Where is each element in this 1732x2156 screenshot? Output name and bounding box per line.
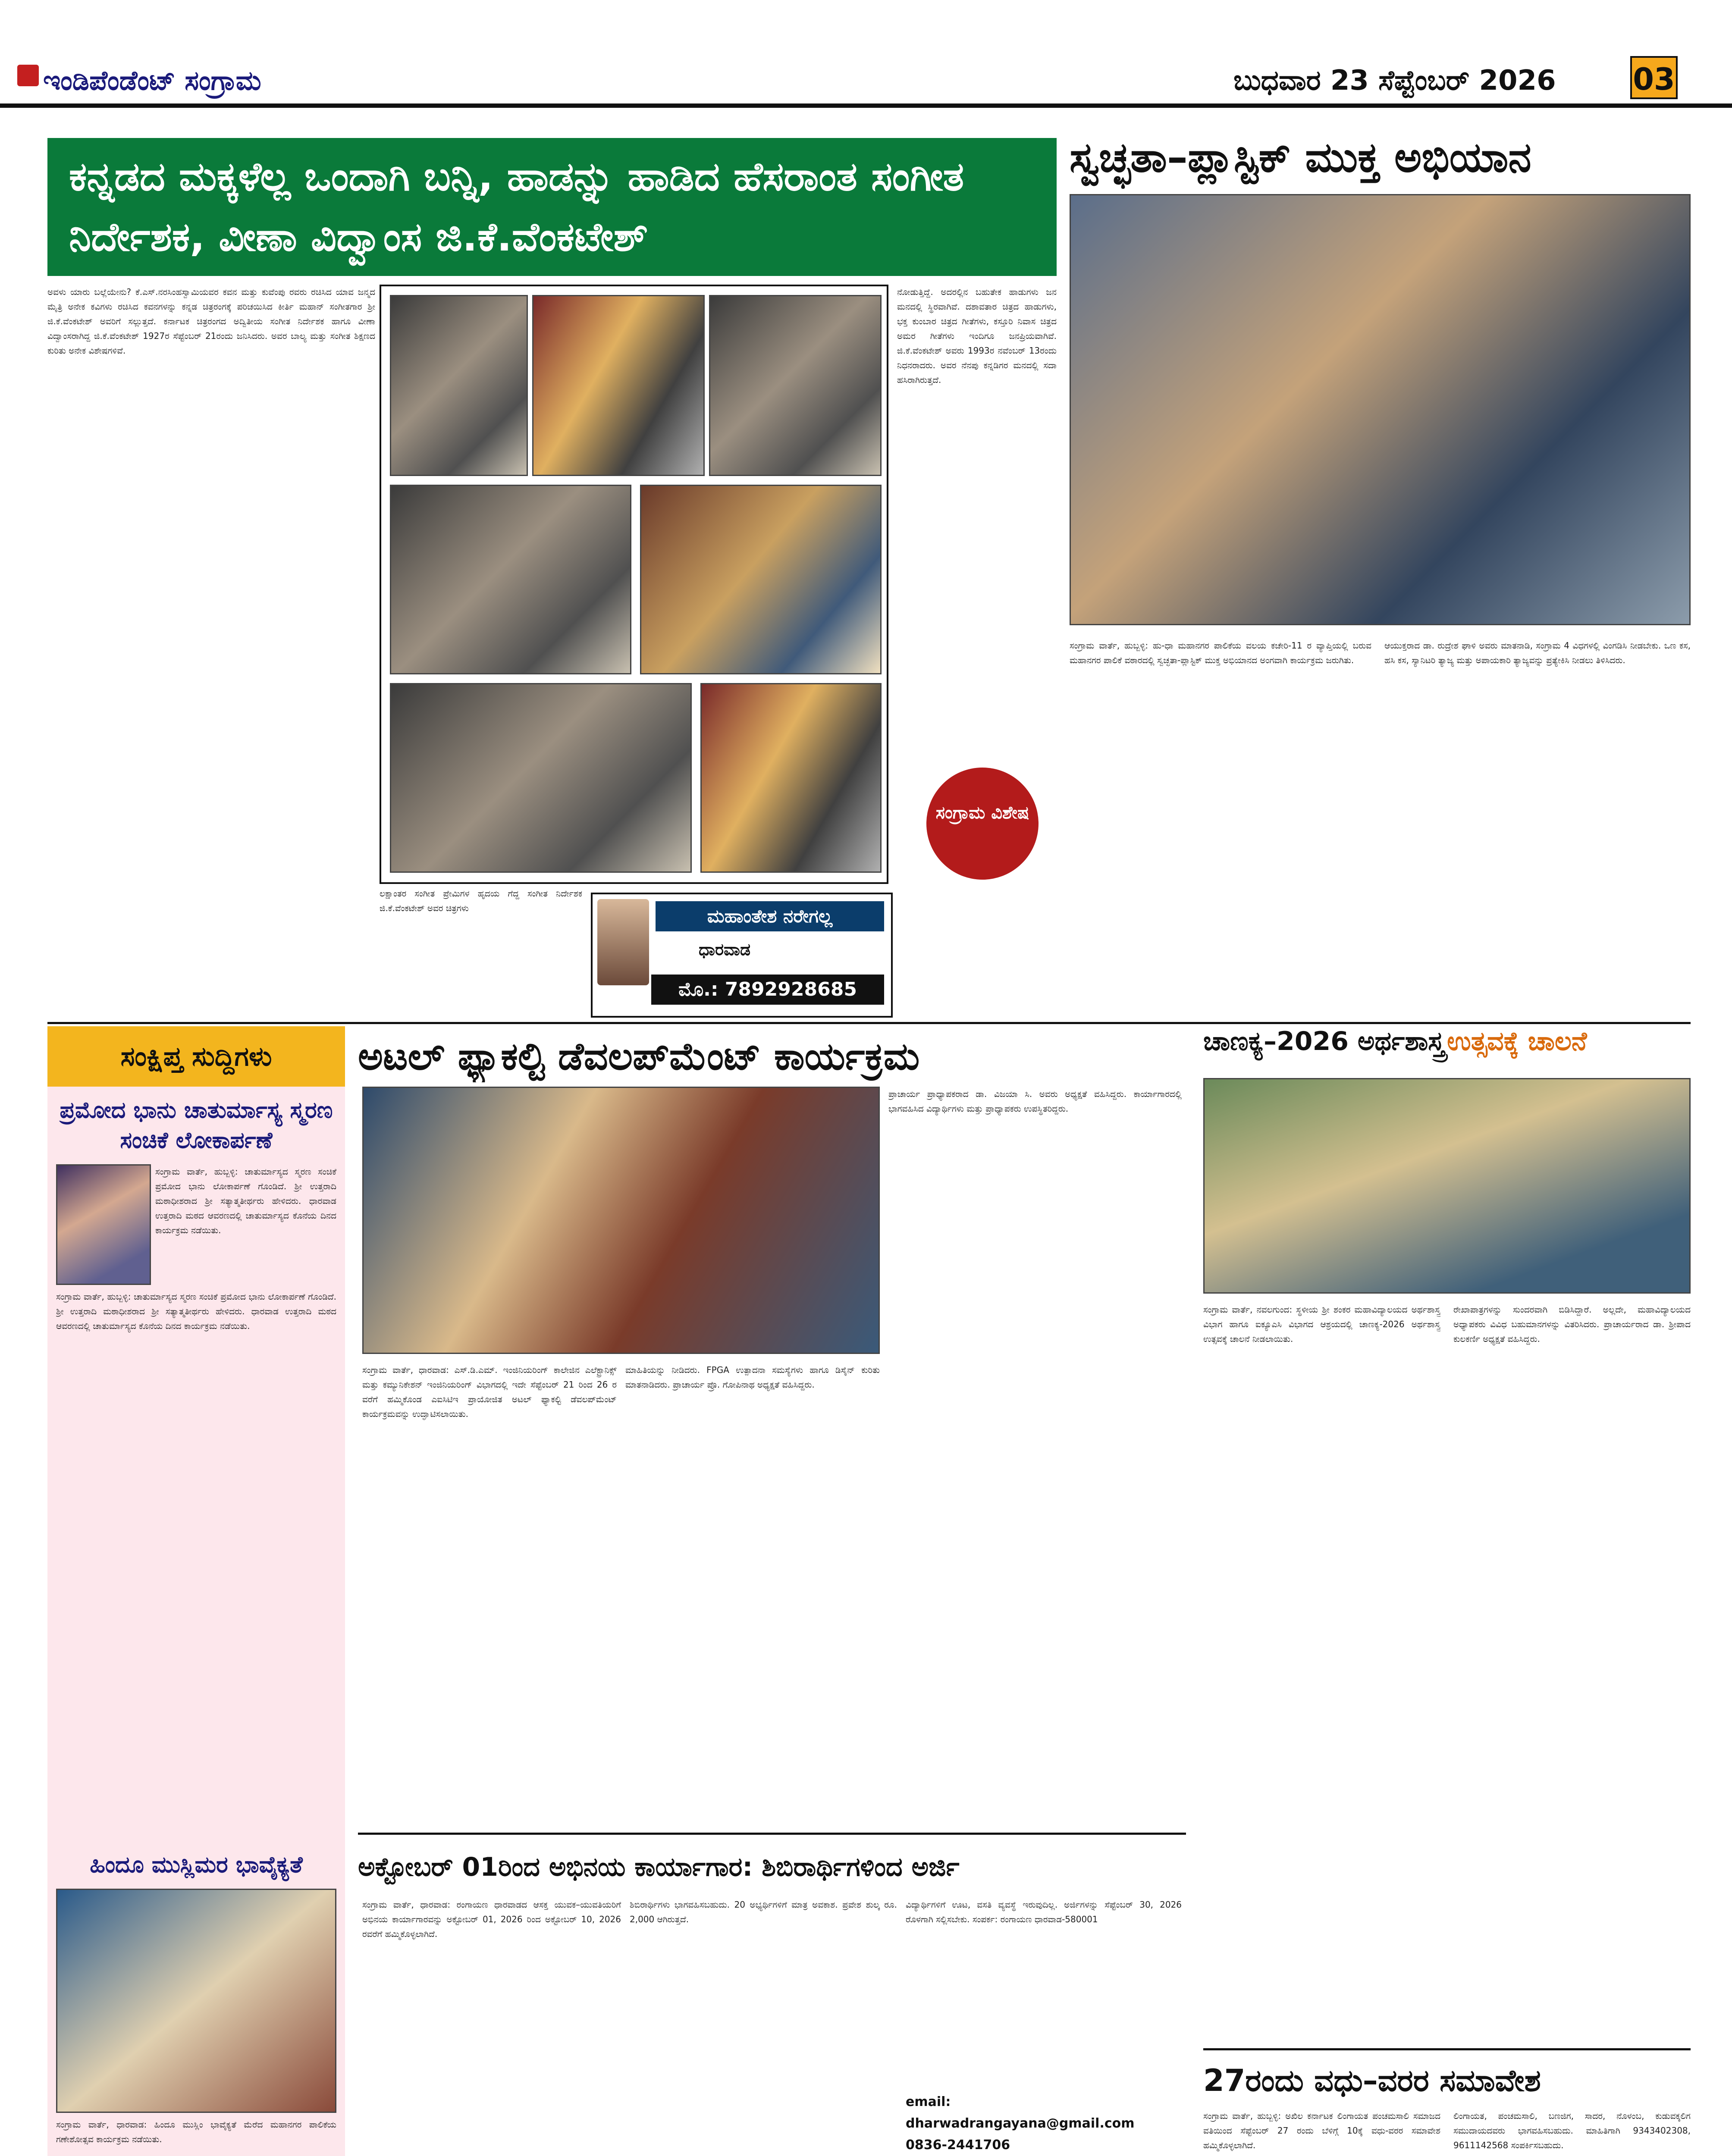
film-poster-photo — [700, 683, 882, 873]
film-poster-photo — [709, 295, 882, 476]
lead-headline: ಕನ್ನಡದ ಮಕ್ಕಳೆಲ್ಲ ಒಂದಾಗಿ ಬನ್ನಿ, ಹಾಡನ್ನು ಹಾಡಿದ ಹೆಸರಾಂತ ಸಂಗೀತ ನಿರ್ದೇಶಕ, ವೀಣಾ ವಿದ್ವಾಂಸ ಜಿ.ಕೆ.ವೆಂಕಟೇಶ್ — [47, 138, 1057, 276]
sidebar-header: ಸಂಕ್ಷಿಪ್ತ ಸುದ್ದಿಗಳು — [47, 1026, 345, 1087]
swamiji-photo — [56, 1164, 151, 1285]
group-photo — [390, 485, 631, 674]
atal-body-col2: ಮಾಹಿತಿಯನ್ನು ನೀಡಿದರು. FPGA ಉತ್ಪಾದನಾ ಸಮಸ್ಯೆಗಳು ಹಾಗೂ ಡಿಸೈನ್ ಕುರಿತು ಮಾತನಾಡಿದರು. ಪ್ರಾಚಾರ್ಯ ಪ್ರೊ. ಗೋಪಿನಾಥ ಅಧ್ಯಕ್ಷತೆ ವಹಿಸಿದ್ದರು. — [625, 1365, 880, 1390]
atal-body-col1: ಸಂಗ್ರಾಮ ವಾರ್ತೆ, ಧಾರವಾಡ: ಎಸ್.ಡಿ.ಎಮ್. ಇಂಜಿನಿಯರಿಂಗ್ ಕಾಲೇಜಿನ ಎಲೆಕ್ಟ್ರಾನಿಕ್ಸ್ ಮತ್ತು ಕಮ್ಯುನಿಕೇಶನ್ ಇಂಜಿನಿಯರಿಂಗ್ ವಿಭಾಗದಲ್ಲಿ ಇದೇ ಸೆಪ್ಟೆಂಬರ್ 21 ರಿಂದ 26 ರ ವರೆಗೆ ಹಮ್ಮಿಕೊಂಡ ಎಐಸಿಟಿಇ ಪ್ರಾಯೋಜಿತ ಅಟಲ್ ಫ್ಯಾಕಲ್ಟಿ ಡೆವಲಪ್‌ಮೆಂಟ್ ಕಾರ್ಯಕ್ರಮವನ್ನು ಉದ್ಘಾಟಿಸಲಾಯಿತು. — [362, 1365, 617, 1419]
divider — [47, 1022, 1691, 1024]
lead-body-col1: ಅವಳು ಯಾರು ಬಲ್ಲೆಯೇನು? ಕೆ.ಎಸ್.ನರಸಿಂಹಸ್ವಾಮಿಯವರ ಕವನ ಮತ್ತು ಕುವೆಂಪು ರವರು ರಚಿಸಿದ ಯಾವ ಜನ್ಮದ ಮೈತ್ರಿ ಅನೇಕ ಕವಿಗಳು ರಚಿಸಿದ ಕವನಗಳನ್ನು ಕನ್ನಡ ಚಿತ್ರರಂಗಕ್ಕೆ ಪರಿಚಯಿಸಿದ ಕೀರ್ತಿ ಮಹಾನ್ ಸಂಗೀತಗಾರ ಶ್ರೀ ಜಿ.ಕೆ.ವೆಂಕಟೇಶ್ ಅವರಿಗೆ ಸಲ್ಲುತ್ತದೆ. ಕರ್ನಾಟಕ ಚಿತ್ರರಂಗದ ಅದ್ವಿತೀಯ ಸಂಗೀತ ನಿರ್ದೇಶಕ ಹಾಗೂ ವೀಣಾ ವಿದ್ವಾಂಸರಾಗಿದ್ದ ಜಿ.ಕೆ.ವೆಂಕಟೇಶ್ 1927ರ ಸೆಪ್ಟೆಂಬರ್ 21ರಂದು ಜನಿಸಿದರು. ಅವರ ಬಾಲ್ಯ ಮತ್ತು ಸಂಗೀತ ಶಿಕ್ಷಣದ ಕುರಿತು ಅನೇಕ ವಿಶೇಷಗಳಿವೆ. — [47, 287, 375, 356]
newspaper-logo-icon — [17, 65, 39, 86]
abhinaya-body-col2: ಶಿಬಿರಾರ್ಥಿಗಳು ಭಾಗವಹಿಸಬಹುದು. 20 ಅಭ್ಯರ್ಥಿಗಳಿಗೆ ಮಾತ್ರ ಅವಕಾಶ. ಪ್ರವೇಶ ಶುಲ್ಕ ರೂ. 2,000 ಆಗಿರುತ್ತದೆ. — [630, 1899, 897, 1924]
advert-phone — [651, 975, 884, 1005]
dateline: ಬುಧವಾರ 23 ಸೆಪ್ಟೆಂಬರ್ 2026 — [1233, 65, 1556, 97]
phone-number: 7892928685 — [725, 978, 857, 1000]
divider — [358, 1833, 1186, 1835]
contact-phone: 0836-2441706 — [906, 2137, 1010, 2153]
abhinaya-body-col1: ಸಂಗ್ರಾಮ ವಾರ್ತೆ, ಧಾರವಾಡ: ರಂಗಾಯಣ ಧಾರವಾಡದ ಆಸಕ್ತ ಯುವಕ–ಯುವತಿಯರಿಗೆ ಅಭಿನಯ ಕಾರ್ಯಾಗಾರವನ್ನು ಅಕ್ಟೋಬರ್ 01, 2026 ರಿಂದ ಅಕ್ಟೋಬರ್ 10, 2026 ರವರೆಗೆ ಹಮ್ಮಿಕೊಳ್ಳಲಾಗಿದೆ. — [362, 1899, 621, 1939]
film-poster-photo — [640, 485, 882, 674]
lead-photo-collage — [380, 285, 888, 884]
brief2-body: ಸಂಗ್ರಾಮ ವಾರ್ತೆ, ಧಾರವಾಡ: ಹಿಂದೂ ಮುಸ್ಲಿಂ ಭಾವೈಕ್ಯತೆ ಮೆರೆದ ಮಹಾನಗರ ಪಾಲಿಕೆಯ ಗಣೇಶೋತ್ಸವ ಕಾರ್ಯಕ್ರಮ ನಡೆಯಿತು. — [56, 2119, 336, 2144]
vadhu-body-col1: ಸಂಗ್ರಾಮ ವಾರ್ತೆ, ಹುಬ್ಬಳ್ಳಿ: ಅಖಿಲ ಕರ್ನಾಟಕ ಲಿಂಗಾಯತ ಪಂಚಮಸಾಲಿ ಸಮಾಜದ ವತಿಯಿಂದ ಸೆಪ್ಟೆಂಬರ್ 27 ರಂದು ಬೆಳಿಗ್ಗೆ 10ಕ್ಕೆ ವಧು-ವರರ ಸಮಾವೇಶ ಹಮ್ಮಿಕೊಳ್ಳಲಾಗಿದೆ. — [1203, 2111, 1440, 2150]
page-number: 03 — [1630, 56, 1678, 99]
abhinaya-contact — [906, 2091, 1182, 2156]
chanakya-body-col2: ರೇಖಾಪಾತ್ರಗಳನ್ನು ಸುಂದರವಾಗಿ ಬಿಡಿಸಿದ್ದಾರೆ. ಅಲ್ಲದೇ, ಮಹಾವಿದ್ಯಾಲಯದ ಅಧ್ಯಾಪಕರು ವಿವಿಧ ಬಹುಮಾನಗಳನ್ನು ವಿತರಿಸಿದರು. ಪ್ರಾಚಾರ್ಯರಾದ ಡಾ. ಶ್ರೀಪಾದ ಕುಲಕರ್ಣಿ ಅಧ್ಯಕ್ಷತೆ ವಹಿಸಿದ್ದರು. — [1453, 1304, 1691, 1344]
chanakya-headline-a: ಚಾಣಕ್ಯ–2026 ಅರ್ಥಶಾಸ್ತ್ರ — [1203, 1026, 1445, 1056]
chanakya-body-col1: ಸಂಗ್ರಾಮ ವಾರ್ತೆ, ನವಲಗುಂದ: ಸ್ಥಳೀಯ ಶ್ರೀ ಶಂಕರ ಮಹಾವಿದ್ಯಾಲಯದ ಅರ್ಥಶಾಸ್ತ್ರ ವಿಭಾಗ ಹಾಗೂ ಐಕ್ಯೂಎಸಿ ವಿಭಾಗದ ಆಶ್ರಯದಲ್ಲಿ ಚಾಣಕ್ಯ-2026 ಅರ್ಥಶಾಸ್ತ್ರ ಉತ್ಸವಕ್ಕೆ ಚಾಲನೆ ನೀಡಲಾಯಿತು. — [1203, 1304, 1440, 1344]
group-photo — [390, 683, 692, 873]
film-poster-photo — [532, 295, 705, 476]
email-address[interactable]: dharwadrangayana@gmail.com — [906, 2116, 1135, 2131]
swachhata-headline: ಸ್ವಚ್ಛತಾ–ಪ್ಲಾಸ್ಟಿಕ್ ಮುಕ್ತ ಅಭಿಯಾನ — [1070, 133, 1531, 182]
vadhu-headline: 27ರಂದು ವಧು–ವರರ ಸಮಾವೇಶ — [1203, 2063, 1541, 2098]
atal-body-col3: ಪ್ರಾಚಾರ್ಯ ಪ್ರಾಧ್ಯಾಪಕರಾದ ಡಾ. ವಿಜಯಾ ಸಿ. ಅವರು ಅಧ್ಯಕ್ಷತೆ ವಹಿಸಿದ್ದರು. ಕಾರ್ಯಾಗಾರದಲ್ಲಿ ಭಾಗವಹಿಸಿದ ವಿದ್ಯಾರ್ಥಿಗಳು ಮತ್ತು ಪ್ರಾಧ್ಯಾಪಕರು ಉಪಸ್ಥಿತರಿದ್ದರು. — [888, 1089, 1182, 1114]
swachhata-body-col2: ಆಯುಕ್ತರಾದ ಡಾ. ರುದ್ರೇಶ ಘಾಳಿ ಅವರು ಮಾತನಾಡಿ, ಸಂಗ್ರಾಮ 4 ವಿಧಗಳಲ್ಲಿ ವಿಂಗಡಿಸಿ ನೀಡಬೇಕು. ಒಣ ಕಸ, ಹಸಿ ಕಸ, ಸ್ಯಾನಿಟರಿ ತ್ಯಾಜ್ಯ ಮತ್ತು ಅಪಾಯಕಾರಿ ತ್ಯಾಜ್ಯವನ್ನು ಪ್ರತ್ಯೇಕಿಸಿ ನೀಡಲು ತಿಳಿಸಿದರು. — [1384, 640, 1691, 665]
vadhu-body-col2: ಲಿಂಗಾಯತ, ಪಂಚಮಸಾಲಿ, ಬಣಜಿಗ, ಸಾದರ, ನೊಳಂಬ, ಕುಡುವಕ್ಕಲಿಗ ಸಮುದಾಯದವರು ಭಾಗವಹಿಸಬಹುದು. ಮಾಹಿತಿಗಾಗಿ 9343402308, 9611142568 ಸಂಪರ್ಕಿಸಬಹುದು. — [1453, 2111, 1691, 2150]
brief1-body: ಸಂಗ್ರಾಮ ವಾರ್ತೆ, ಹುಬ್ಬಳ್ಳಿ: ಚಾತುರ್ಮಾಸ್ಯದ ಸ್ಮರಣ ಸಂಚಿಕೆ ಪ್ರಮೋದ ಭಾನು ಲೋಕಾರ್ಪಣೆ ಗೊಂಡಿದೆ. ಶ್ರೀ ಉತ್ತರಾದಿ ಮಠಾಧೀಶರಾದ ಶ್ರೀ ಸತ್ಯಾತ್ಮತೀರ್ಥರು ಹೇಳಿದರು. ಧಾರವಾಡ ಉತ್ತರಾದಿ ಮಠದ ಆವರಣದಲ್ಲಿ ಚಾತುರ್ಮಾಸ್ಯದ ಕೊನೆಯ ದಿನದ ಕಾರ್ಯಕ್ರಮ ನಡೆಯಿತು. — [56, 1291, 336, 1331]
brief2-title: ಹಿಂದೂ ಮುಸ್ಲಿಮರ ಭಾವೈಕ್ಯತೆ — [90, 1852, 303, 1878]
sangrama-special-badge: ಸಂಗ್ರಾಮ ವಿಶೇಷ — [926, 768, 1039, 880]
advert-name: ಮಹಾಂತೇಶ ನರೇಗಲ್ಲ — [656, 901, 884, 931]
email-label: email: — [906, 2094, 951, 2109]
masthead-title: ಇಂಡಿಪೆಂಡೆಂಟ್ ಸಂಗ್ರಾಮ — [43, 65, 261, 96]
atal-headline: ಅಟಲ್ ಫ್ಯಾಕಲ್ಟಿ ಡೆವಲಪ್‌ಮೆಂಟ್ ಕಾರ್ಯಕ್ರಮ — [358, 1034, 920, 1078]
abhinaya-headline: ಅಕ್ಟೋಬರ್ 01ರಿಂದ ಅಭಿನಯ ಕಾರ್ಯಾಗಾರ: ಶಿಬಿರಾರ್ಥಿಗಳಿಂದ ಅರ್ಜಿ — [358, 1852, 960, 1882]
swachhata-photo — [1070, 194, 1691, 625]
divider — [1203, 2048, 1691, 2050]
brief1-title: ಪ್ರಮೋದ ಭಾನು ಚಾತುರ್ಮಾಸ್ಯ ಸ್ಮರಣ ಸಂಚಿಕೆ ಲೋಕಾರ್ಪಣೆ — [60, 1097, 333, 1153]
chanakya-headline — [1203, 1026, 1691, 1078]
abhinaya-body-col3: ವಿದ್ಯಾರ್ಥಿಗಳಿಗೆ ಊಟ, ವಸತಿ ವ್ಯವಸ್ಥೆ ಇರುವುದಿಲ್ಲ. ಅರ್ಜಿಗಳನ್ನು ಸೆಪ್ಟೆಂಬರ್ 30, 2026 ರೊಳಗಾಗಿ ಸಲ್ಲಿಸಬೇಕು. ಸಂಪರ್ಕ: ರಂಗಾಯಣ ಧಾರವಾಡ-580001 — [906, 1899, 1182, 1924]
chanakya-headline-b: ಉತ್ಸವಕ್ಕೆ ಚಾಲನೆ — [1447, 1026, 1587, 1056]
swachhata-body-col1: ಸಂಗ್ರಾಮ ವಾರ್ತೆ, ಹುಬ್ಬಳ್ಳಿ: ಹು-ಧಾ ಮಹಾನಗರ ಪಾಲಿಕೆಯ ವಲಯ ಕಚೇರಿ-11 ರ ವ್ಯಾಪ್ತಿಯಲ್ಲಿ ಬರುವ ಮಹಾನಗರ ಪಾಲಿಕೆ ವಠಾರದಲ್ಲಿ ಸ್ವಚ್ಛತಾ-ಪ್ಲಾಸ್ಟಿಕ್ ಮುಕ್ತ ಅಭಿಯಾನದ ಅಂಗವಾಗಿ ಕಾರ್ಯಕ್ರಮ ಜರುಗಿತು. — [1070, 640, 1371, 665]
phone-label: ಮೊ.: — [678, 978, 719, 1000]
lead-body-col2: ನೋಡುತ್ತಿದ್ದೆ. ಅದರಲ್ಲಿನ ಬಹುತೇಕ ಹಾಡುಗಳು ಜನ ಮನದಲ್ಲಿ ಸ್ಥಿರವಾಗಿವೆ. ದಶಾವತಾರ ಚಿತ್ರದ ಹಾಡುಗಳು, ಭಕ್ತ ಕುಂಬಾರ ಚಿತ್ರದ ಗೀತೆಗಳು, ಕಸ್ತೂರಿ ನಿವಾಸ ಚಿತ್ರದ ಅಮರ ಗೀತೆಗಳು ಇಂದಿಗೂ ಜನಪ್ರಿಯವಾಗಿವೆ. ಜಿ.ಕೆ.ವೆಂಕಟೇಶ್ ಅವರು 1993ರ ನವೆಂಬರ್ 13ರಂದು ನಿಧನರಾದರು. ಅವರ ನೆನಪು ಕನ್ನಡಿಗರ ಮನದಲ್ಲಿ ಸದಾ ಹಸಿರಾಗಿರುತ್ತದೆ. — [897, 287, 1057, 385]
chanakya-photo — [1203, 1078, 1691, 1294]
advert-portrait — [597, 899, 649, 985]
portrait-photo — [390, 295, 528, 476]
brief1-body-a: ಸಂಗ್ರಾಮ ವಾರ್ತೆ, ಹುಬ್ಬಳ್ಳಿ: ಚಾತುರ್ಮಾಸ್ಯದ ಸ್ಮರಣ ಸಂಚಿಕೆ ಪ್ರಮೋದ ಭಾನು ಲೋಕಾರ್ಪಣೆ ಗೊಂಡಿದೆ. ಶ್ರೀ ಉತ್ತರಾದಿ ಮಠಾಧೀಶರಾದ ಶ್ರೀ ಸತ್ಯಾತ್ಮತೀರ್ಥರು ಹೇಳಿದರು. ಧಾರವಾಡ ಉತ್ತರಾದಿ ಮಠದ ಆವರಣದಲ್ಲಿ ಚಾತುರ್ಮಾಸ್ಯದ ಕೊನೆಯ ದಿನದ ಕಾರ್ಯಕ್ರಮ ನಡೆಯಿತು. — [155, 1166, 336, 1235]
advert-place: ಧಾರವಾಡ — [699, 940, 751, 959]
atal-photo — [362, 1087, 880, 1354]
lead-caption: ಲಕ್ಷಾಂತರ ಸಂಗೀತ ಪ್ರೇಮಿಗಳ ಹೃದಯ ಗೆದ್ದ ಸಂಗೀತ ನಿರ್ದೇಶಕ ಜಿ.ಕೆ.ವೆಂಕಟೇಶ್ ಅವರ ಚಿತ್ರಗಳು — [380, 888, 582, 913]
ganesha-photo — [56, 1889, 336, 2113]
